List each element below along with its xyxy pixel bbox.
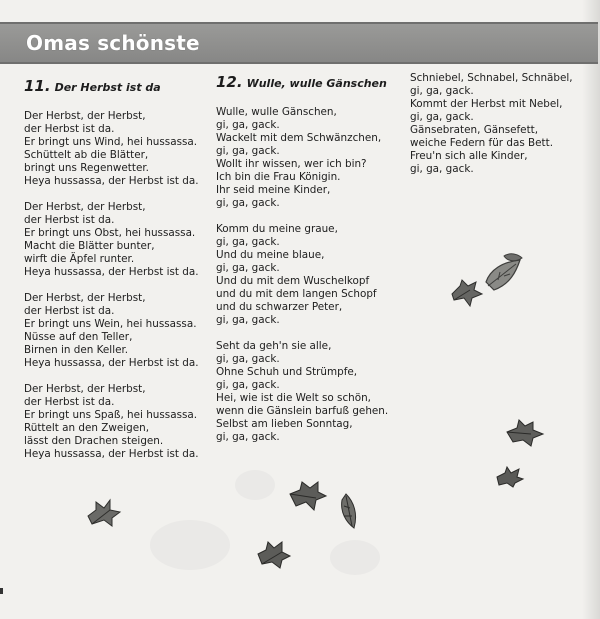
song-12-continued-column xyxy=(410,72,590,189)
verse-line: Nüsse auf den Teller, xyxy=(24,331,133,343)
verse-line: wenn die Gänslein barfuß gehen. xyxy=(216,405,389,417)
verse-line: Wulle, wulle Gänschen, xyxy=(216,106,337,118)
leaf-icon xyxy=(480,252,528,300)
verse-line: weiche Federn für das Bett. xyxy=(410,137,554,149)
verse-line: gi, ga, gack. xyxy=(216,119,280,131)
verse-line: gi, ga, gack. xyxy=(216,236,280,248)
verse-line: Der Herbst, der Herbst, xyxy=(24,110,146,122)
verse-line: der Herbst ist da. xyxy=(24,305,115,317)
leaf-icon xyxy=(334,492,362,532)
verse-line: Heya hussassa, der Herbst ist da. xyxy=(24,266,199,278)
verse-line: Der Herbst, der Herbst, xyxy=(24,383,146,395)
verse-line: gi, ga, gack. xyxy=(216,379,280,391)
verse-line: Der Herbst, der Herbst, xyxy=(24,292,146,304)
verse-line: Gänsebraten, Gänsefett, xyxy=(410,124,539,136)
verse-line: Selbst am lieben Sonntag, xyxy=(216,418,353,430)
verse-line: gi, ga, gack. xyxy=(216,262,280,274)
verse xyxy=(24,292,209,370)
verse-line: Wackelt mit dem Schwänzchen, xyxy=(216,132,382,144)
verse xyxy=(216,340,401,444)
verse xyxy=(216,106,401,210)
leaf-icon xyxy=(450,278,484,308)
verse-line: Kommt der Herbst mit Nebel, xyxy=(410,98,563,110)
verse xyxy=(24,201,209,279)
verse-line: Er bringt uns Obst, hei hussassa. xyxy=(24,227,196,239)
song-title: Wulle, wulle Gänschen xyxy=(246,77,387,90)
song-12-column xyxy=(216,73,401,457)
verse-line: gi, ga, gack. xyxy=(216,353,280,365)
verse-line: Macht die Blätter bunter, xyxy=(24,240,155,252)
verse-line: Er bringt uns Wein, hei hussassa. xyxy=(24,318,197,330)
verse-line: Der Herbst, der Herbst, xyxy=(24,201,146,213)
verse-line: Rüttelt an den Zweigen, xyxy=(24,422,150,434)
banner-title: Omas schönste xyxy=(26,31,200,55)
verse-line: Und du meine blaue, xyxy=(216,249,325,261)
verse-line: Ich bin die Frau Königin. xyxy=(216,171,341,183)
leaf-icon xyxy=(86,498,122,528)
verse-line: Er bringt uns Wind, hei hussassa. xyxy=(24,136,198,148)
verse-line: gi, ga, gack. xyxy=(410,111,474,123)
verse-line: der Herbst ist da. xyxy=(24,396,115,408)
leaf-icon xyxy=(505,418,545,448)
verse-line: der Herbst ist da. xyxy=(24,214,115,226)
verse xyxy=(24,110,209,188)
verse-line: Heya hussassa, der Herbst ist da. xyxy=(24,357,199,369)
verse-line: Heya hussassa, der Herbst ist da. xyxy=(24,175,199,187)
verse-line: gi, ga, gack. xyxy=(216,145,280,157)
verse-line: Wollt ihr wissen, wer ich bin? xyxy=(216,158,367,170)
background-blob xyxy=(330,540,380,575)
section-banner xyxy=(0,22,598,64)
song-number: 12. xyxy=(216,73,243,91)
verse-line: Birnen in den Keller. xyxy=(24,344,129,356)
verse-line: Komm du meine graue, xyxy=(216,223,338,235)
page-corner-mark xyxy=(0,588,3,594)
song-11-column xyxy=(24,77,209,474)
song-number: 11. xyxy=(24,77,51,95)
verse-line: lässt den Drachen steigen. xyxy=(24,435,164,447)
verse-line: Und du mit dem Wuschelkopf xyxy=(216,275,370,287)
background-blob xyxy=(235,470,275,500)
leaf-icon xyxy=(288,480,328,514)
verse-line: Ihr seid meine Kinder, xyxy=(216,184,331,196)
verse-line: Freu'n sich alle Kinder, xyxy=(410,150,528,162)
verse-line: Schüttelt ab die Blätter, xyxy=(24,149,149,161)
verse-line: bringt uns Regenwetter. xyxy=(24,162,149,174)
verse-line: gi, ga, gack. xyxy=(216,431,280,443)
verse-line: gi, ga, gack. xyxy=(410,85,474,97)
verse-line: gi, ga, gack. xyxy=(216,314,280,326)
verse-line: und du schwarzer Peter, xyxy=(216,301,343,313)
song-12-heading xyxy=(216,73,401,96)
verse-line: Hei, wie ist die Welt so schön, xyxy=(216,392,371,404)
verse xyxy=(24,383,209,461)
verse xyxy=(216,223,401,327)
verse-line: Schniebel, Schnabel, Schnäbel, xyxy=(410,72,573,84)
verse-line: und du mit dem langen Schopf xyxy=(216,288,377,300)
leaf-icon xyxy=(256,540,292,570)
background-blob xyxy=(150,520,230,570)
verse-line: gi, ga, gack. xyxy=(216,197,280,209)
song-11-heading xyxy=(24,77,209,100)
verse-line: gi, ga, gack. xyxy=(410,163,474,175)
verse-line: Seht da geh'n sie alle, xyxy=(216,340,332,352)
verse xyxy=(410,72,590,176)
verse-line: Heya hussassa, der Herbst ist da. xyxy=(24,448,199,460)
leaf-icon xyxy=(495,465,525,489)
song-title: Der Herbst ist da xyxy=(54,81,161,94)
verse-line: der Herbst ist da. xyxy=(24,123,115,135)
verse-line: Er bringt uns Spaß, hei hussassa. xyxy=(24,409,198,421)
verse-line: Ohne Schuh und Strümpfe, xyxy=(216,366,358,378)
verse-line: wirft die Äpfel runter. xyxy=(24,253,135,265)
